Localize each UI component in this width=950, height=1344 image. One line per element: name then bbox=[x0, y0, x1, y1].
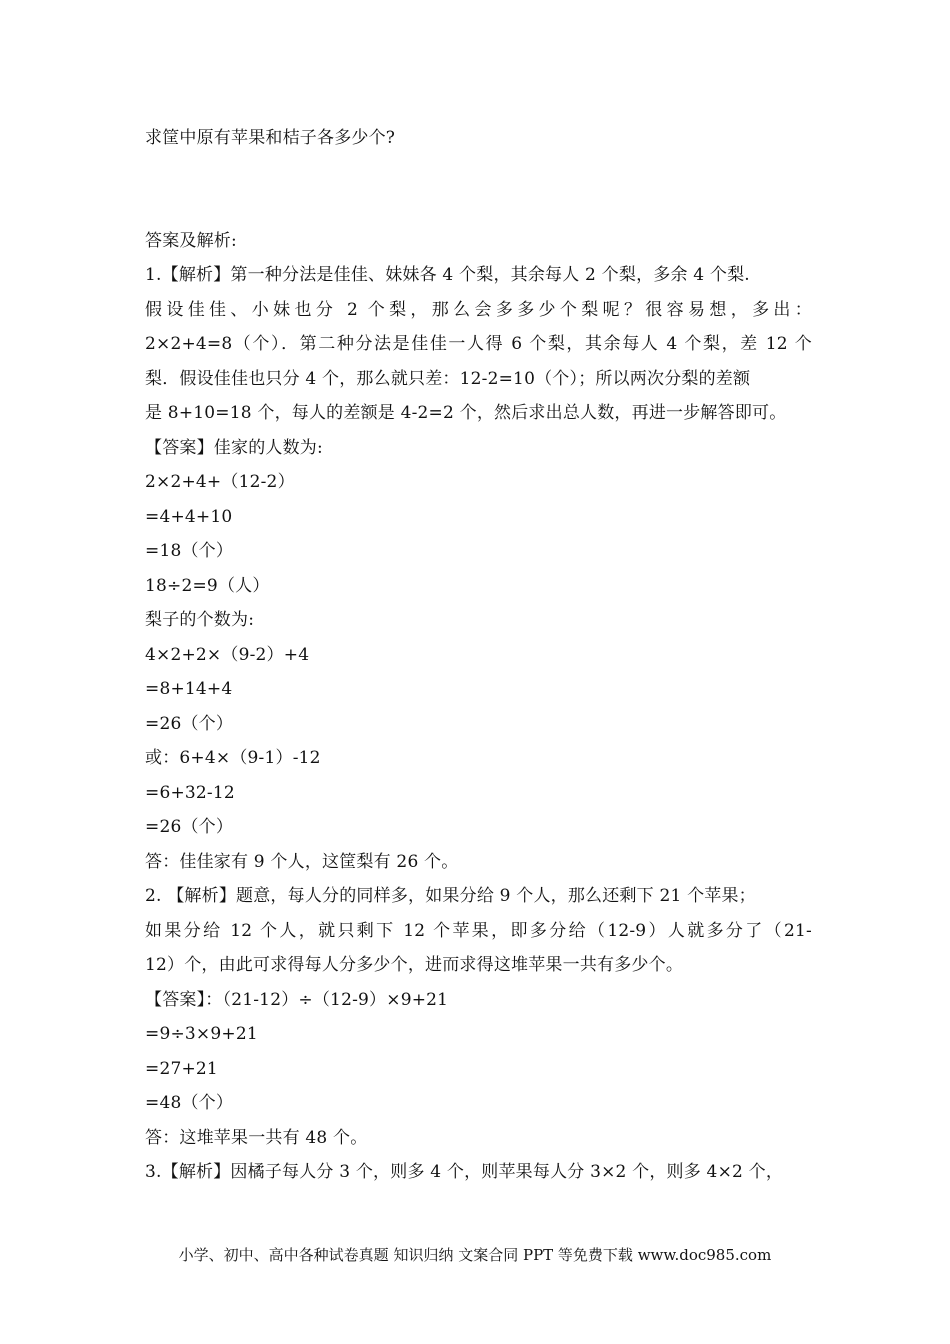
text-line: 【答案】佳家的人数为: bbox=[145, 438, 323, 458]
text-line: =8+14+4 bbox=[145, 679, 233, 699]
text-line: 假设佳佳、小妹也分 2 个梨，那么会多多少个梨呢？很容易想，多出： bbox=[145, 300, 812, 320]
text-line: 【答案】：（21-12）÷（12-9）×9+21 bbox=[145, 990, 449, 1010]
text-line: 1.【解析】第一种分法是佳佳、妹妹各 4 个梨，其余每人 2 个梨，多余 4 个梨. bbox=[145, 265, 750, 285]
text-line: 是 8+10=18 个，每人的差额是 4-2=2 个，然后求出总人数，再进一步解答即可。 bbox=[145, 403, 787, 423]
page-footer: 小学、初中、高中各种试卷真题 知识归纳 文案合同 PPT 等免费下载 www.doc985.com bbox=[178, 1246, 772, 1264]
text-line: 4×2+2×（9-2）+4 bbox=[145, 645, 310, 665]
text-line: =26（个） bbox=[145, 817, 234, 837]
text-line: 如果分给 12 个人，就只剩下 12 个苹果，即多分给（12-9）人就多分了（21- bbox=[145, 921, 812, 941]
text-line: 梨．假设佳佳也只分 4 个，那么就只差：12-2=10（个）；所以两次分梨的差额 bbox=[145, 369, 751, 389]
text-line: =18（个） bbox=[145, 541, 234, 561]
text-line: =9÷3×9+21 bbox=[145, 1024, 258, 1044]
text-line: =26（个） bbox=[145, 714, 234, 734]
text-line: 答：佳佳家有 9 个人，这筐梨有 26 个。 bbox=[145, 852, 459, 872]
text-line: =6+32-12 bbox=[145, 783, 235, 803]
text-line: 18÷2=9（人） bbox=[145, 576, 270, 596]
text-line: =27+21 bbox=[145, 1059, 218, 1079]
text-line: 12）个，由此可求得每人分多少个，进而求得这堆苹果一共有多少个。 bbox=[145, 955, 684, 975]
text-line: 答：这堆苹果一共有 48 个。 bbox=[145, 1128, 368, 1148]
text-line: 3.【解析】因橘子每人分 3 个，则多 4 个，则苹果每人分 3×2 个，则多 4×2 个， bbox=[145, 1162, 784, 1182]
text-line: 梨子的个数为: bbox=[145, 610, 255, 630]
text-line: =48（个） bbox=[145, 1093, 234, 1113]
text-line: 2. 【解析】题意，每人分的同样多，如果分给 9 个人，那么还剩下 21 个苹果； bbox=[145, 886, 756, 906]
question-tail: 求筐中原有苹果和桔子各多少个? bbox=[145, 128, 396, 148]
text-line: 2×2+4=8（个）．第二种分法是佳佳一人得 6 个梨，其余每人 4 个梨，差 12 个 bbox=[145, 334, 812, 354]
text-line: =4+4+10 bbox=[145, 507, 233, 527]
text-line: 或：6+4×（9-1）-12 bbox=[145, 748, 321, 768]
text-line: 2×2+4+（12-2） bbox=[145, 472, 295, 492]
answers-heading: 答案及解析: bbox=[145, 231, 237, 251]
